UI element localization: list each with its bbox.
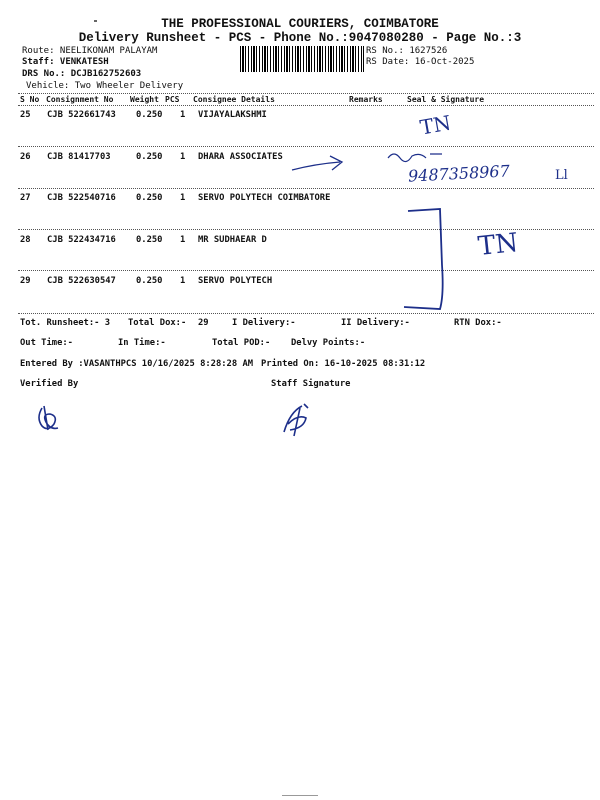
entered-by: Entered By :VASANTHPCS 10/16/2025 8:28:28 AM	[20, 359, 254, 369]
drs-label: DRS No.: DCJB162752603	[22, 69, 142, 79]
row-consignment: CJB 522630547	[47, 276, 116, 286]
row-sno: 25	[20, 110, 31, 120]
total-pod: Total POD:-	[212, 338, 271, 348]
rs-date: RS Date: 16-Oct-2025	[366, 57, 475, 67]
row-consignment: CJB 522661743	[47, 110, 116, 120]
col-pcs: PCS	[165, 95, 180, 104]
rs-number: RS No.: 1627526	[366, 46, 448, 56]
row-consignee: VIJAYALAKSHMI	[198, 110, 267, 120]
row-pcs: 1	[180, 276, 186, 286]
row-pcs: 1	[180, 193, 186, 203]
out-time: Out Time:-	[20, 338, 73, 348]
rtn-dox: RTN Dox:-	[454, 318, 502, 328]
barcode	[240, 46, 364, 72]
ink-bracket-mark	[400, 205, 450, 313]
vehicle-label: Vehicle: Two Wheeler Delivery	[26, 81, 184, 91]
row-weight: 0.250	[136, 235, 163, 245]
total-dox-value: 29	[198, 318, 209, 328]
table-top-rule	[18, 93, 594, 94]
staff-signature	[280, 402, 314, 438]
row-consignee: SERVO POLYTECH COIMBATORE	[198, 193, 331, 203]
row-weight: 0.250	[136, 276, 163, 286]
row-consignee: SERVO POLYTECH	[198, 276, 273, 286]
printed-on: Printed On: 16-10-2025 08:31:12	[261, 359, 426, 369]
ii-delivery: II Delivery:-	[341, 318, 410, 328]
row-sno: 28	[20, 235, 31, 245]
scan-mark-top	[94, 20, 97, 22]
row-sno: 26	[20, 152, 31, 162]
handwritten-signature-tn-2: TN	[476, 227, 520, 263]
row-consignment: CJB 522434716	[47, 235, 116, 245]
ink-arrow-mark	[290, 150, 350, 180]
total-runsheet: Tot. Runsheet:- 3	[20, 318, 111, 328]
col-remarks: Remarks	[349, 95, 383, 104]
handwritten-phone-note: 9487358967	[407, 161, 511, 186]
verified-by-label: Verified By	[20, 379, 79, 389]
handwritten-note-suffix: Ll	[555, 168, 568, 183]
row-rule	[18, 188, 594, 189]
row-consignment: CJB 81417703	[47, 152, 111, 162]
table-bottom-rule	[18, 313, 594, 314]
ink-scribble-mark	[386, 148, 446, 166]
row-rule	[18, 270, 594, 271]
row-pcs: 1	[180, 110, 186, 120]
staff-signature-label: Staff Signature	[271, 379, 351, 389]
route-label: Route: NEELIKONAM PALAYAM	[22, 46, 158, 56]
row-weight: 0.250	[136, 193, 163, 203]
row-weight: 0.250	[136, 110, 163, 120]
row-sno: 29	[20, 276, 31, 286]
table-header-rule	[18, 105, 594, 106]
staff-label: Staff: VENKATESH	[22, 57, 109, 67]
col-seal-signature: Seal & Signature	[407, 95, 485, 104]
total-dox-label: Total Dox:-	[128, 318, 187, 328]
row-weight: 0.250	[136, 152, 163, 162]
col-consignment: Consignment No	[46, 95, 114, 104]
in-time: In Time:-	[118, 338, 166, 348]
row-consignee: MR SUDHAEAR D	[198, 235, 267, 245]
row-sno: 27	[20, 193, 31, 203]
scan-mark-bottom	[282, 795, 318, 796]
col-consignee: Consignee Details	[193, 95, 275, 104]
company-title: THE PROFESSIONAL COURIERS, COIMBATORE	[161, 17, 439, 31]
i-delivery: I Delivery:-	[232, 318, 296, 328]
verifier-signature	[34, 404, 64, 434]
handwritten-signature-tn: TN	[418, 110, 453, 140]
col-weight: Weight	[130, 95, 159, 104]
row-pcs: 1	[180, 235, 186, 245]
row-rule	[18, 146, 594, 147]
row-consignee: DHARA ASSOCIATES	[198, 152, 283, 162]
delvy-points: Delvy Points:-	[291, 338, 366, 348]
row-consignment: CJB 522540716	[47, 193, 116, 203]
runsheet-subtitle: Delivery Runsheet - PCS - Phone No.:9047080280 - Page No.:3	[78, 31, 522, 45]
row-pcs: 1	[180, 152, 186, 162]
col-sno: S No	[20, 95, 40, 104]
